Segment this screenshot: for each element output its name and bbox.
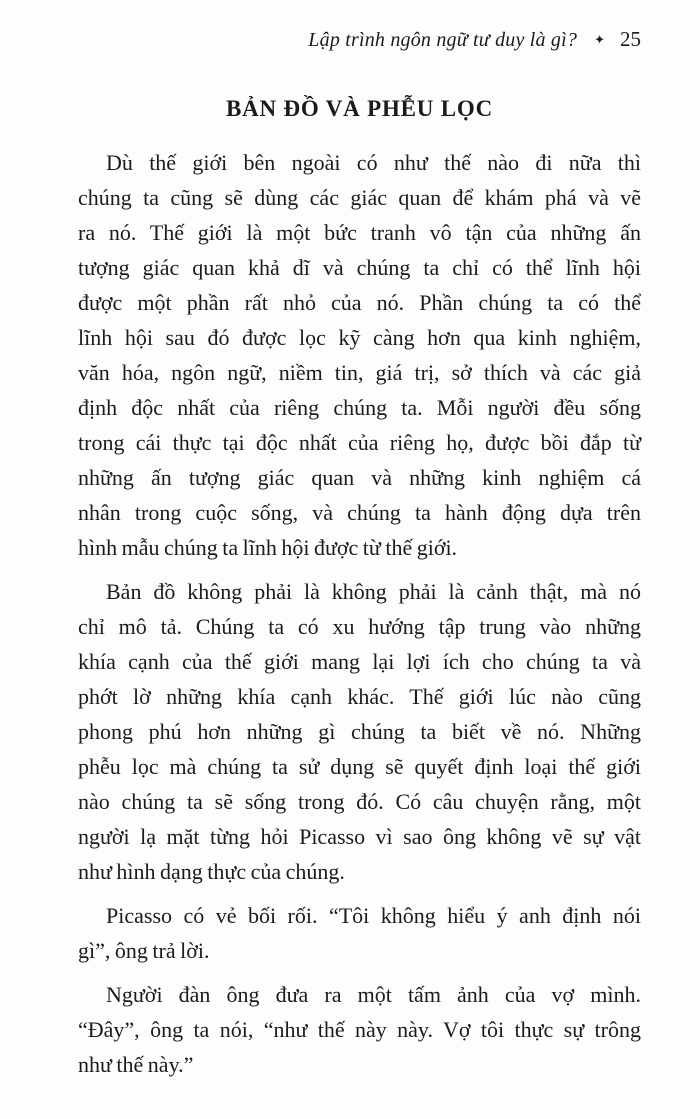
text-line: được một phần rất nhỏ của nó. Phần chúng ta có thể <box>78 290 641 315</box>
text-line: ra nó. Thế giới là một bức tranh vô tận của những ấn <box>78 220 641 245</box>
text-line: những ấn tượng giác quan và những kinh nghiệm cá <box>78 465 641 490</box>
text-line: phong phú hơn những gì chúng ta biết về nó. Những <box>78 719 641 744</box>
text-line: chỉ mô tả. Chúng ta có xu hướng tập trung vào những <box>78 614 641 639</box>
star-icon: ✦ <box>594 32 605 47</box>
body-text <box>78 145 641 1082</box>
text-line: hình mẫu chúng ta lĩnh hội được từ thế giới. <box>78 535 458 560</box>
text-line: Dù thế giới bên ngoài có như thế nào đi nữa thì <box>106 150 641 175</box>
text-line: tượng giác quan khả dĩ và chúng ta chỉ có thể lĩnh hội <box>78 255 641 280</box>
text-line: định độc nhất của riêng chúng ta. Mỗi người đều sống <box>78 395 641 420</box>
paragraph <box>78 977 641 1082</box>
section-title: BẢN ĐỒ VÀ PHỄU LỌC <box>226 96 493 121</box>
page-number: 25 <box>620 27 641 51</box>
text-line: như thế này.” <box>78 1052 194 1077</box>
text-line: “Đây”, ông ta nói, “như thế này này. Vợ tôi thực sự trông <box>78 1017 641 1042</box>
text-line: gì”, ông trả lời. <box>78 938 210 963</box>
paragraph <box>78 574 641 889</box>
text-line: văn hóa, ngôn ngữ, niềm tin, giá trị, sở thích và các giả <box>78 360 641 385</box>
text-line: nhân trong cuộc sống, và chúng ta hành động dựa trên <box>78 500 641 525</box>
text-line: Bản đồ không phải là không phải là cảnh thật, mà nó <box>106 579 641 604</box>
text-line: chúng ta cũng sẽ dùng các giác quan để khám phá và vẽ <box>78 185 641 210</box>
text-line: người lạ mặt từng hỏi Picasso vì sao ông không vẽ sự vật <box>78 824 641 849</box>
text-line: như hình dạng thực của chúng. <box>78 859 345 884</box>
text-line: phớt lờ những khía cạnh khác. Thế giới lúc nào cũng <box>78 684 641 709</box>
text-line: lĩnh hội sau đó được lọc kỹ càng hơn qua kinh nghiệm, <box>78 325 641 350</box>
text-line: khía cạnh của thế giới mang lại lợi ích cho chúng ta và <box>78 649 641 674</box>
text-line: Picasso có vẻ bối rối. “Tôi không hiểu ý anh định nói <box>106 903 641 928</box>
text-line: phễu lọc mà chúng ta sử dụng sẽ quyết định loại thế giới <box>78 754 641 779</box>
text-line: trong cái thực tại độc nhất của riêng họ, được bồi đắp từ <box>78 430 641 455</box>
paragraph <box>78 145 641 565</box>
paragraph <box>78 898 641 968</box>
text-line: nào chúng ta sẽ sống trong đó. Có câu chuyện rằng, một <box>78 789 641 814</box>
running-header-title: Lập trình ngôn ngữ tư duy là gì? <box>308 29 578 51</box>
text-line: Người đàn ông đưa ra một tấm ảnh của vợ mình. <box>106 982 641 1007</box>
running-header <box>78 26 641 55</box>
